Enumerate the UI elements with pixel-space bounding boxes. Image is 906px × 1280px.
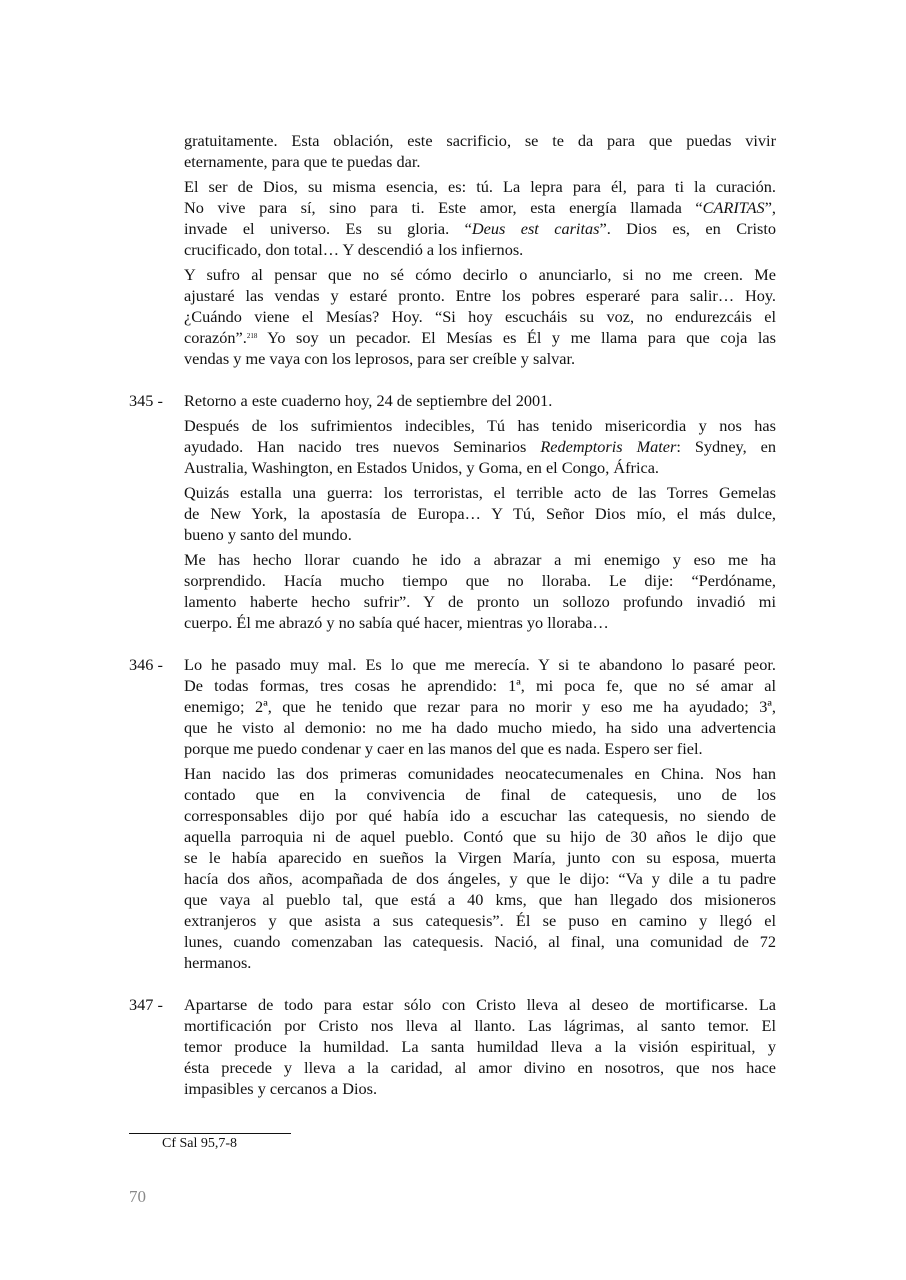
text-line: contado que en la convivencia de final de catequesis, uno de los: [184, 785, 776, 804]
text-line: Me has hecho llorar cuando he ido a abrazar a mi enemigo y eso me ha: [184, 550, 776, 569]
text-line: crucificado, don total… Y descendió a los infiernos.: [184, 240, 524, 259]
paragraph: [184, 176, 776, 260]
footnote-reference: 218: [246, 332, 258, 340]
text-span: corazón”.: [184, 328, 247, 347]
text-line: [184, 218, 776, 239]
text-line: Y sufro al pensar que no sé cómo decirlo o anunciarlo, si no me creen. Me: [184, 265, 776, 284]
footnote-divider: [129, 1133, 291, 1134]
text-line: lamento haberte hecho sufrir”. Y de pronto un sollozo profundo invadió mi: [184, 592, 776, 611]
text-span: invade el universo. Es su gloria. “: [184, 219, 472, 238]
paragraph: [184, 390, 776, 411]
text-line: Han nacido las dos primeras comunidades neocatecumenales en China. Nos han: [184, 764, 776, 783]
text-line: bueno y santo del mundo.: [184, 525, 352, 544]
numbered-section: [129, 390, 776, 633]
paragraph: [184, 130, 776, 172]
numbered-section: [129, 654, 776, 973]
section-number: 345 -: [129, 391, 163, 410]
text-span: ayudado. Han nacido tres nuevos Seminarios: [184, 437, 541, 456]
text-line: ajustaré las vendas y estaré pronto. Entre los pobres esperaré para salir… Hoy.: [184, 286, 776, 305]
text-line: cuerpo. Él me abrazó y no sabía qué hacer, mientras yo lloraba…: [184, 613, 609, 632]
text-line: aquella parroquia ni de aquel pueblo. Contó que su hijo de 30 años le dijo que: [184, 827, 776, 846]
text-line: De todas formas, tres cosas he aprendido: 1ª, mi poca fe, que no sé amar al: [184, 676, 776, 695]
text-line: Apartarse de todo para estar sólo con Cristo lleva al deseo de mortificarse. La: [184, 995, 776, 1014]
page-number: 70: [129, 1187, 146, 1206]
italic-text: CARITAS: [702, 198, 765, 217]
text-span: ”,: [764, 198, 776, 217]
text-line: [184, 197, 776, 218]
italic-text: Redemptoris Mater: [540, 437, 677, 456]
text-line: extranjeros y que asista a sus catequesis”. Él se puso en camino y llegó el: [184, 911, 776, 930]
text-span: : Sydney, en: [676, 437, 777, 456]
numbered-section: [129, 994, 776, 1099]
text-line: Quizás estalla una guerra: los terroristas, el terrible acto de las Torres Gemelas: [184, 483, 776, 502]
paragraph: [184, 994, 776, 1099]
text-line: de New York, la apostasía de Europa… Y Tú, Señor Dios mío, el más dulce,: [184, 504, 776, 523]
body-text: [129, 130, 776, 1120]
text-span: Yo soy un pecador. El Mesías es Él y me llama para que coja las: [257, 328, 776, 347]
text-line: [184, 327, 776, 348]
paragraph: [184, 482, 776, 545]
text-line: lunes, cuando comenzaban las catequesis. Nació, al final, una comunidad de 72: [184, 932, 776, 951]
text-line: gratuitamente. Esta oblación, este sacrificio, se te da para que puedas vivir: [184, 131, 776, 150]
section-number: 346 -: [129, 655, 163, 674]
text-line: [184, 436, 776, 457]
text-line: ¿Cuándo viene el Mesías? Hoy. “Si hoy escucháis su voz, no endurezcáis el: [184, 307, 776, 326]
text-line: que vaya al pueblo tal, que está a 40 kms, que han llegado dos misioneros: [184, 890, 776, 909]
text-line: eternamente, para que te puedas dar.: [184, 152, 421, 171]
text-span: No vive para sí, sino para ti. Este amor, esta energía llamada “: [184, 198, 703, 217]
text-line: vendas y me vaya con los leprosos, para ser creíble y salvar.: [184, 349, 576, 368]
text-line: Retorno a este cuaderno hoy, 24 de septiembre del 2001.: [184, 391, 553, 410]
paragraph: [184, 264, 776, 369]
text-line: hermanos.: [184, 953, 252, 972]
italic-text: Deus est caritas: [471, 219, 600, 238]
text-line: sorprendido. Hacía mucho tiempo que no lloraba. Le dije: “Perdóname,: [184, 571, 776, 590]
text-line: porque me puedo condenar y caer en las manos del que es nada. Espero ser fiel.: [184, 739, 703, 758]
text-line: mortificación por Cristo nos lleva al llanto. Las lágrimas, al santo temor. El: [184, 1016, 776, 1035]
text-line: impasibles y cercanos a Dios.: [184, 1079, 378, 1098]
text-line: se le había aparecido en sueños la Virgen María, junto con su esposa, muerta: [184, 848, 776, 867]
paragraph: [184, 654, 776, 759]
text-line: hacía dos años, acompañada de dos ángeles, y que le dijo: “Va y dile a tu padre: [184, 869, 776, 888]
section-number: 347 -: [129, 995, 163, 1014]
text-line: ésta precede y lleva a la caridad, al amor divino en nosotros, que nos hace: [184, 1058, 776, 1077]
text-line: Australia, Washington, en Estados Unidos, y Goma, en el Congo, África.: [184, 458, 659, 477]
text-line: temor produce la humildad. La santa humildad lleva a la visión espiritual, y: [184, 1037, 776, 1056]
paragraph: [184, 415, 776, 478]
paragraph: [184, 549, 776, 633]
text-span: ”. Dios es, en Cristo: [599, 219, 777, 238]
text-line: corresponsables dijo por qué había ido a escuchar las catequesis, no siendo de: [184, 806, 776, 825]
text-line: Lo he pasado muy mal. Es lo que me merecía. Y si te abandono lo pasaré peor.: [184, 655, 776, 674]
text-line: El ser de Dios, su misma esencia, es: tú. La lepra para él, para ti la curación.: [184, 177, 776, 196]
text-line: Después de los sufrimientos indecibles, Tú has tenido misericordia y nos has: [184, 416, 776, 435]
text-line: que he visto al demonio: no me ha dado mucho miedo, ha sido una advertencia: [184, 718, 776, 737]
paragraph: [184, 763, 776, 973]
numbered-section: [129, 130, 776, 369]
text-line: enemigo; 2ª, que he tenido que rezar para no morir y eso me ha ayudado; 3ª,: [184, 697, 776, 716]
footnote: Cf Sal 95,7-8: [162, 1136, 238, 1151]
